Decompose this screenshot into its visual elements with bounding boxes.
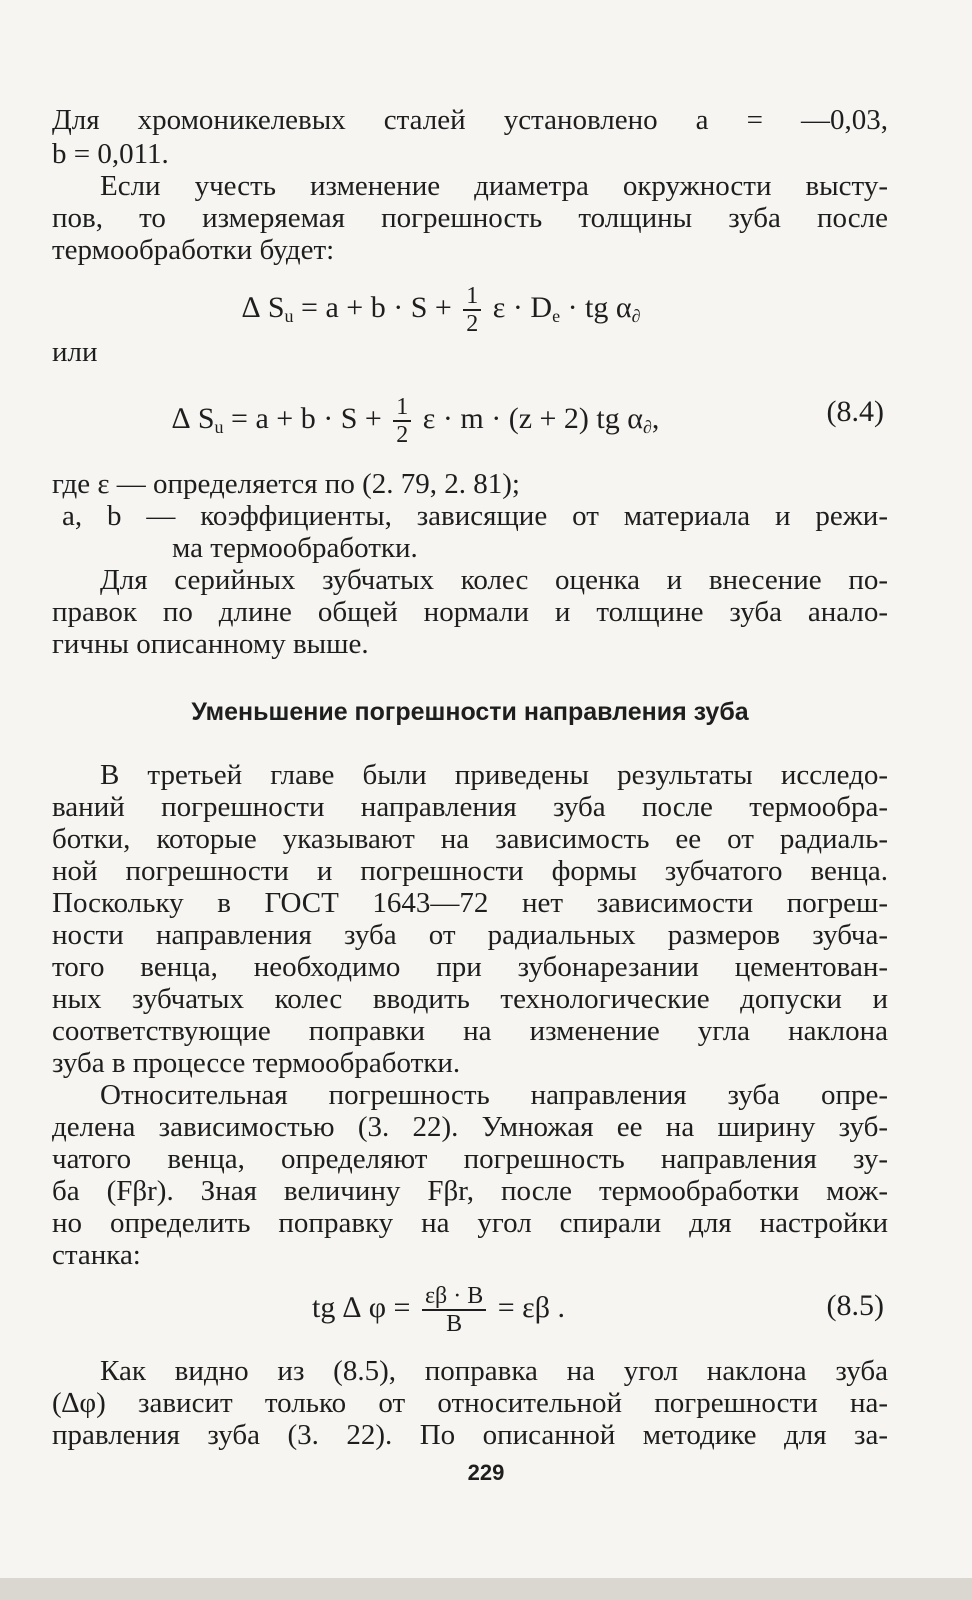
text-line: Поскольку в ГОСТ 1643—72 нет зависимости погреш- bbox=[52, 887, 888, 919]
section-heading: Уменьшение погрешности направления зуба bbox=[191, 698, 749, 726]
page-number: 229 bbox=[467, 1460, 505, 1485]
text-line: ной погрешности и погрешности формы зубчатого венца. bbox=[52, 855, 888, 887]
fraction bbox=[422, 1283, 486, 1337]
formula-tail: · tg α bbox=[567, 290, 632, 324]
fraction bbox=[463, 283, 481, 337]
formula-rhs-sub: ∂ bbox=[642, 416, 652, 437]
fraction-denominator: 2 bbox=[466, 311, 479, 337]
fraction-denominator: 2 bbox=[396, 422, 409, 448]
text-line: правления зуба (3. 22). По описанной методике для за- bbox=[52, 1419, 888, 1451]
formula-rhs: ε · m · (z + 2) tg α bbox=[422, 401, 643, 435]
formula-rhs-sub: e bbox=[552, 305, 561, 326]
formula-lhs: tg ∆ φ = bbox=[312, 1290, 411, 1324]
text-line: зуба в процессе термообработки. bbox=[52, 1047, 461, 1079]
formula-lhs-sub: u bbox=[284, 305, 294, 326]
text-line: или bbox=[52, 336, 98, 368]
text-line: ных зубчатых колес вводить технологические допуски и bbox=[52, 983, 888, 1015]
text-line: Для серийных зубчатых колес оценка и внесение по- bbox=[100, 564, 888, 596]
text-line: но определить поправку на угол спирали для настройки bbox=[52, 1207, 888, 1239]
text-line: ваний погрешности направления зуба после термообра- bbox=[52, 791, 888, 823]
text-line: (∆φ) зависит только от относительной погрешности на- bbox=[52, 1387, 888, 1419]
text-line: гичны описанному выше. bbox=[52, 628, 369, 660]
formula-mid: = a + b · S + bbox=[301, 290, 452, 324]
equation-number: (8.5) bbox=[826, 1289, 884, 1322]
text-line: делена зависимостью (3. 22). Умножая ее на ширину зуб- bbox=[52, 1111, 888, 1143]
text-line: ма термообработки. bbox=[172, 532, 418, 564]
text-line: соответствующие поправки на изменение угла наклона bbox=[52, 1015, 888, 1047]
equation-number: (8.4) bbox=[826, 395, 884, 428]
formula-delta-s-gear bbox=[172, 394, 659, 448]
text-line: термообработки будет: bbox=[52, 234, 335, 266]
fraction-numerator: 1 bbox=[463, 283, 481, 311]
fraction-numerator: εβ · B bbox=[422, 1283, 486, 1311]
formula-tg-delta-phi bbox=[312, 1283, 565, 1337]
text-line: Как видно из (8.5), поправка на угол наклона зуба bbox=[100, 1355, 888, 1387]
text-line: правок по длине общей нормали и толщине зуба анало- bbox=[52, 596, 888, 628]
formula-tail: , bbox=[651, 401, 660, 435]
text-line: a, b — коэффициенты, зависящие от материала и режи- bbox=[62, 500, 888, 532]
text-line: станка: bbox=[52, 1239, 141, 1271]
text-line: Для хромоникелевых сталей установлено a = —0,03, bbox=[52, 104, 888, 136]
formula-delta-s bbox=[242, 283, 641, 337]
text-line: ба (Fβr). Зная величину Fβr, после термообработки мож- bbox=[52, 1175, 888, 1207]
scan-bottom-edge bbox=[0, 1578, 972, 1600]
formula-mid: = a + b · S + bbox=[231, 401, 382, 435]
text-line: Если учесть изменение диаметра окружности высту- bbox=[100, 170, 888, 202]
formula-lhs: ∆ S bbox=[242, 290, 285, 324]
text-line: пов, то измеряемая погрешность толщины зуба после bbox=[52, 202, 888, 234]
formula-lhs: ∆ S bbox=[172, 401, 215, 435]
text-line: того венца, необходимо при зубонарезании цементован- bbox=[52, 951, 888, 983]
fraction bbox=[393, 394, 411, 448]
text-line: ности направления зуба от радиальных размеров зубча- bbox=[52, 919, 888, 951]
fraction-numerator: 1 bbox=[393, 394, 411, 422]
text-line: где ε — определяется по (2. 79, 2. 81); bbox=[52, 468, 520, 500]
text-line: В третьей главе были приведены результаты исследо- bbox=[100, 759, 888, 791]
text-line: Относительная погрешность направления зуба опре- bbox=[100, 1079, 888, 1111]
text-line: b = 0,011. bbox=[52, 138, 169, 170]
text-line: ботки, которые указывают на зависимость ее от радиаль- bbox=[52, 823, 888, 855]
formula-rhs: = εβ . bbox=[497, 1290, 566, 1324]
formula-tail-sub: ∂ bbox=[631, 305, 641, 326]
text-line: чатого венца, определяют погрешность направления зу- bbox=[52, 1143, 888, 1175]
fraction-denominator: B bbox=[446, 1311, 463, 1337]
formula-rhs: ε · D bbox=[492, 290, 553, 324]
formula-lhs-sub: u bbox=[214, 416, 224, 437]
